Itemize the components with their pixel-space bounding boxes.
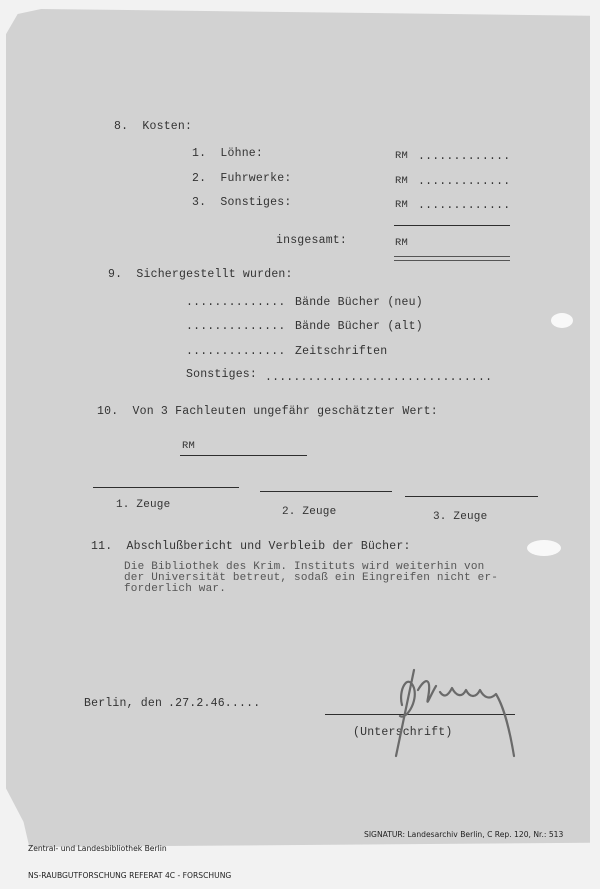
section-11-heading: 11. Abschlußbericht und Verbleib der Bücher: (91, 540, 411, 553)
conclusion-line: Die Bibliothek des Krim. Instituts wird weiterhin von (124, 561, 485, 573)
footer-signature-reference: SIGNATUR: Landesarchiv Berlin, C Rep. 120, Nr.: 513 (364, 830, 564, 839)
secured-item-value: .............. (186, 320, 286, 333)
subtotal-rule (394, 225, 510, 226)
estimated-value-currency: RM (182, 440, 196, 452)
footer-institution (28, 826, 231, 889)
cost-item-value: ............. (418, 199, 511, 212)
witness-1-signature-line (93, 487, 239, 488)
footer-institution-name: Zentral- und Landesbibliothek Berlin (28, 844, 167, 853)
section-8-heading: 8. Kosten: (114, 120, 193, 133)
secured-item-label: Bände Bücher (alt) (295, 320, 423, 333)
conclusion-line: forderlich war. (124, 583, 227, 595)
cost-item-label: 3. Sonstiges: (192, 196, 292, 209)
total-currency: RM (395, 237, 409, 249)
section-10-heading: 10. Von 3 Fachleuten ungefähr geschätzter Wert: (97, 405, 438, 418)
section-9-heading: 9. Sichergestellt wurden: (108, 268, 293, 281)
secured-other-value: ................................ (265, 371, 493, 384)
witness-1-label: 1. Zeuge (116, 499, 171, 511)
cost-item-label: 1. Löhne: (192, 147, 264, 160)
cost-item-currency: RM (395, 175, 409, 187)
total-label: insgesamt: (276, 234, 348, 247)
punch-hole (551, 313, 573, 328)
secured-other-label: Sonstiges: (186, 368, 258, 381)
witness-2-label: 2. Zeuge (282, 506, 337, 518)
cost-item-value: ............. (418, 175, 511, 188)
estimated-value-line (180, 455, 307, 456)
witness-2-signature-line (260, 491, 392, 492)
secured-item-value: .............. (186, 345, 286, 358)
secured-item-label: Bände Bücher (neu) (295, 296, 423, 309)
cost-item-currency: RM (395, 199, 409, 211)
place-date-label: Berlin, den (84, 697, 163, 710)
handwritten-signature (370, 650, 570, 760)
witness-3-signature-line (405, 496, 538, 497)
total-double-rule (394, 256, 510, 261)
punch-hole (527, 540, 561, 556)
signature-label: (Unterschrift) (353, 726, 453, 739)
secured-item-value: .............. (186, 296, 286, 309)
witness-3-label: 3. Zeuge (433, 511, 488, 523)
date-value: .27.2.46..... (168, 697, 261, 710)
conclusion-line: der Universität betreut, sodaß ein Eingreifen nicht er- (124, 572, 499, 584)
footer-department: NS-RAUBGUTFORSCHUNG REFERAT 4C - FORSCHUNG (28, 871, 232, 880)
cost-item-label: 2. Fuhrwerke: (192, 172, 292, 185)
cost-item-value: ............. (418, 150, 511, 163)
cost-item-currency: RM (395, 150, 409, 162)
secured-item-label: Zeitschriften (295, 345, 388, 358)
